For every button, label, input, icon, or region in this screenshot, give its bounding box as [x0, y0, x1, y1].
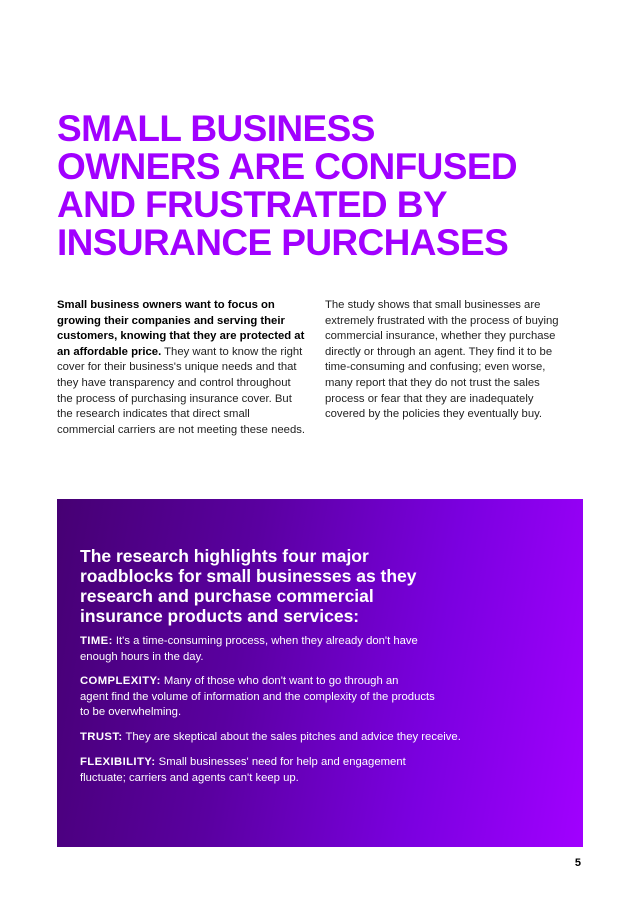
intro-left-column — [57, 298, 307, 438]
panel-title-line: research and purchase commercial — [80, 586, 374, 606]
roadblock-term: COMPLEXITY: — [80, 675, 161, 687]
panel-title-line: insurance products and services: — [80, 606, 360, 626]
roadblock-text: It's a time-consuming process, when they already don't have — [112, 635, 418, 647]
roadblock-term: FLEXIBILITY: — [80, 756, 156, 768]
roadblock-text: Many of those who don't want to go through an — [160, 675, 399, 687]
page-headline — [57, 110, 597, 262]
panel-title-line: roadblocks for small businesses as they — [80, 566, 417, 586]
roadblocks-panel — [57, 499, 583, 847]
page-number: 5 — [574, 857, 581, 869]
intro-body-text: They want to know the right cover for their business's unique needs and that they have transparency and control throughout the process of purchasing insurance cover. But the research indicates that direct small commercial carriers are not meeting these needs. — [57, 345, 306, 436]
headline-line: INSURANCE PURCHASES — [57, 222, 509, 263]
intro-right-column — [325, 298, 575, 423]
roadblock-text: They are skeptical about the sales pitches and advice they receive. — [122, 731, 461, 743]
roadblock-text: to be overwhelming. — [80, 706, 182, 718]
headline-line: OWNERS ARE CONFUSED — [57, 146, 518, 187]
headline-line: SMALL BUSINESS — [57, 108, 375, 149]
roadblock-term: TRUST: — [80, 731, 123, 743]
roadblock-time — [80, 634, 500, 665]
panel-title — [80, 546, 480, 626]
roadblock-text: fluctuate; carriers and agents can't keep up. — [80, 771, 299, 784]
panel-title-line: The research highlights four major — [80, 546, 369, 566]
roadblock-text: enough hours in the day. — [80, 650, 204, 663]
roadblock-term: TIME: — [80, 635, 113, 647]
intro-right-text: The study shows that small businesses are extremely frustrated with the process of buying commercial insurance, whether they purchase directly or through an agent. They find it to be time-consuming and confusing; even worse, many report that they do not trust the sales process or fear that they are inadequately covered by the policies they eventually buy. — [325, 299, 559, 421]
headline-line: AND FRUSTRATED BY — [57, 184, 447, 225]
roadblock-complexity — [80, 674, 500, 721]
roadblock-flexibility — [80, 755, 500, 786]
roadblock-text: agent find the volume of information and the complexity of the products — [80, 690, 435, 703]
roadblock-text: Small businesses' need for help and engagement — [155, 756, 406, 768]
intro-lead-text: Small business owners want to focus on growing their companies and serving their customers, knowing that they are protected at an affordable price. — [57, 299, 305, 358]
roadblock-trust — [80, 730, 500, 746]
